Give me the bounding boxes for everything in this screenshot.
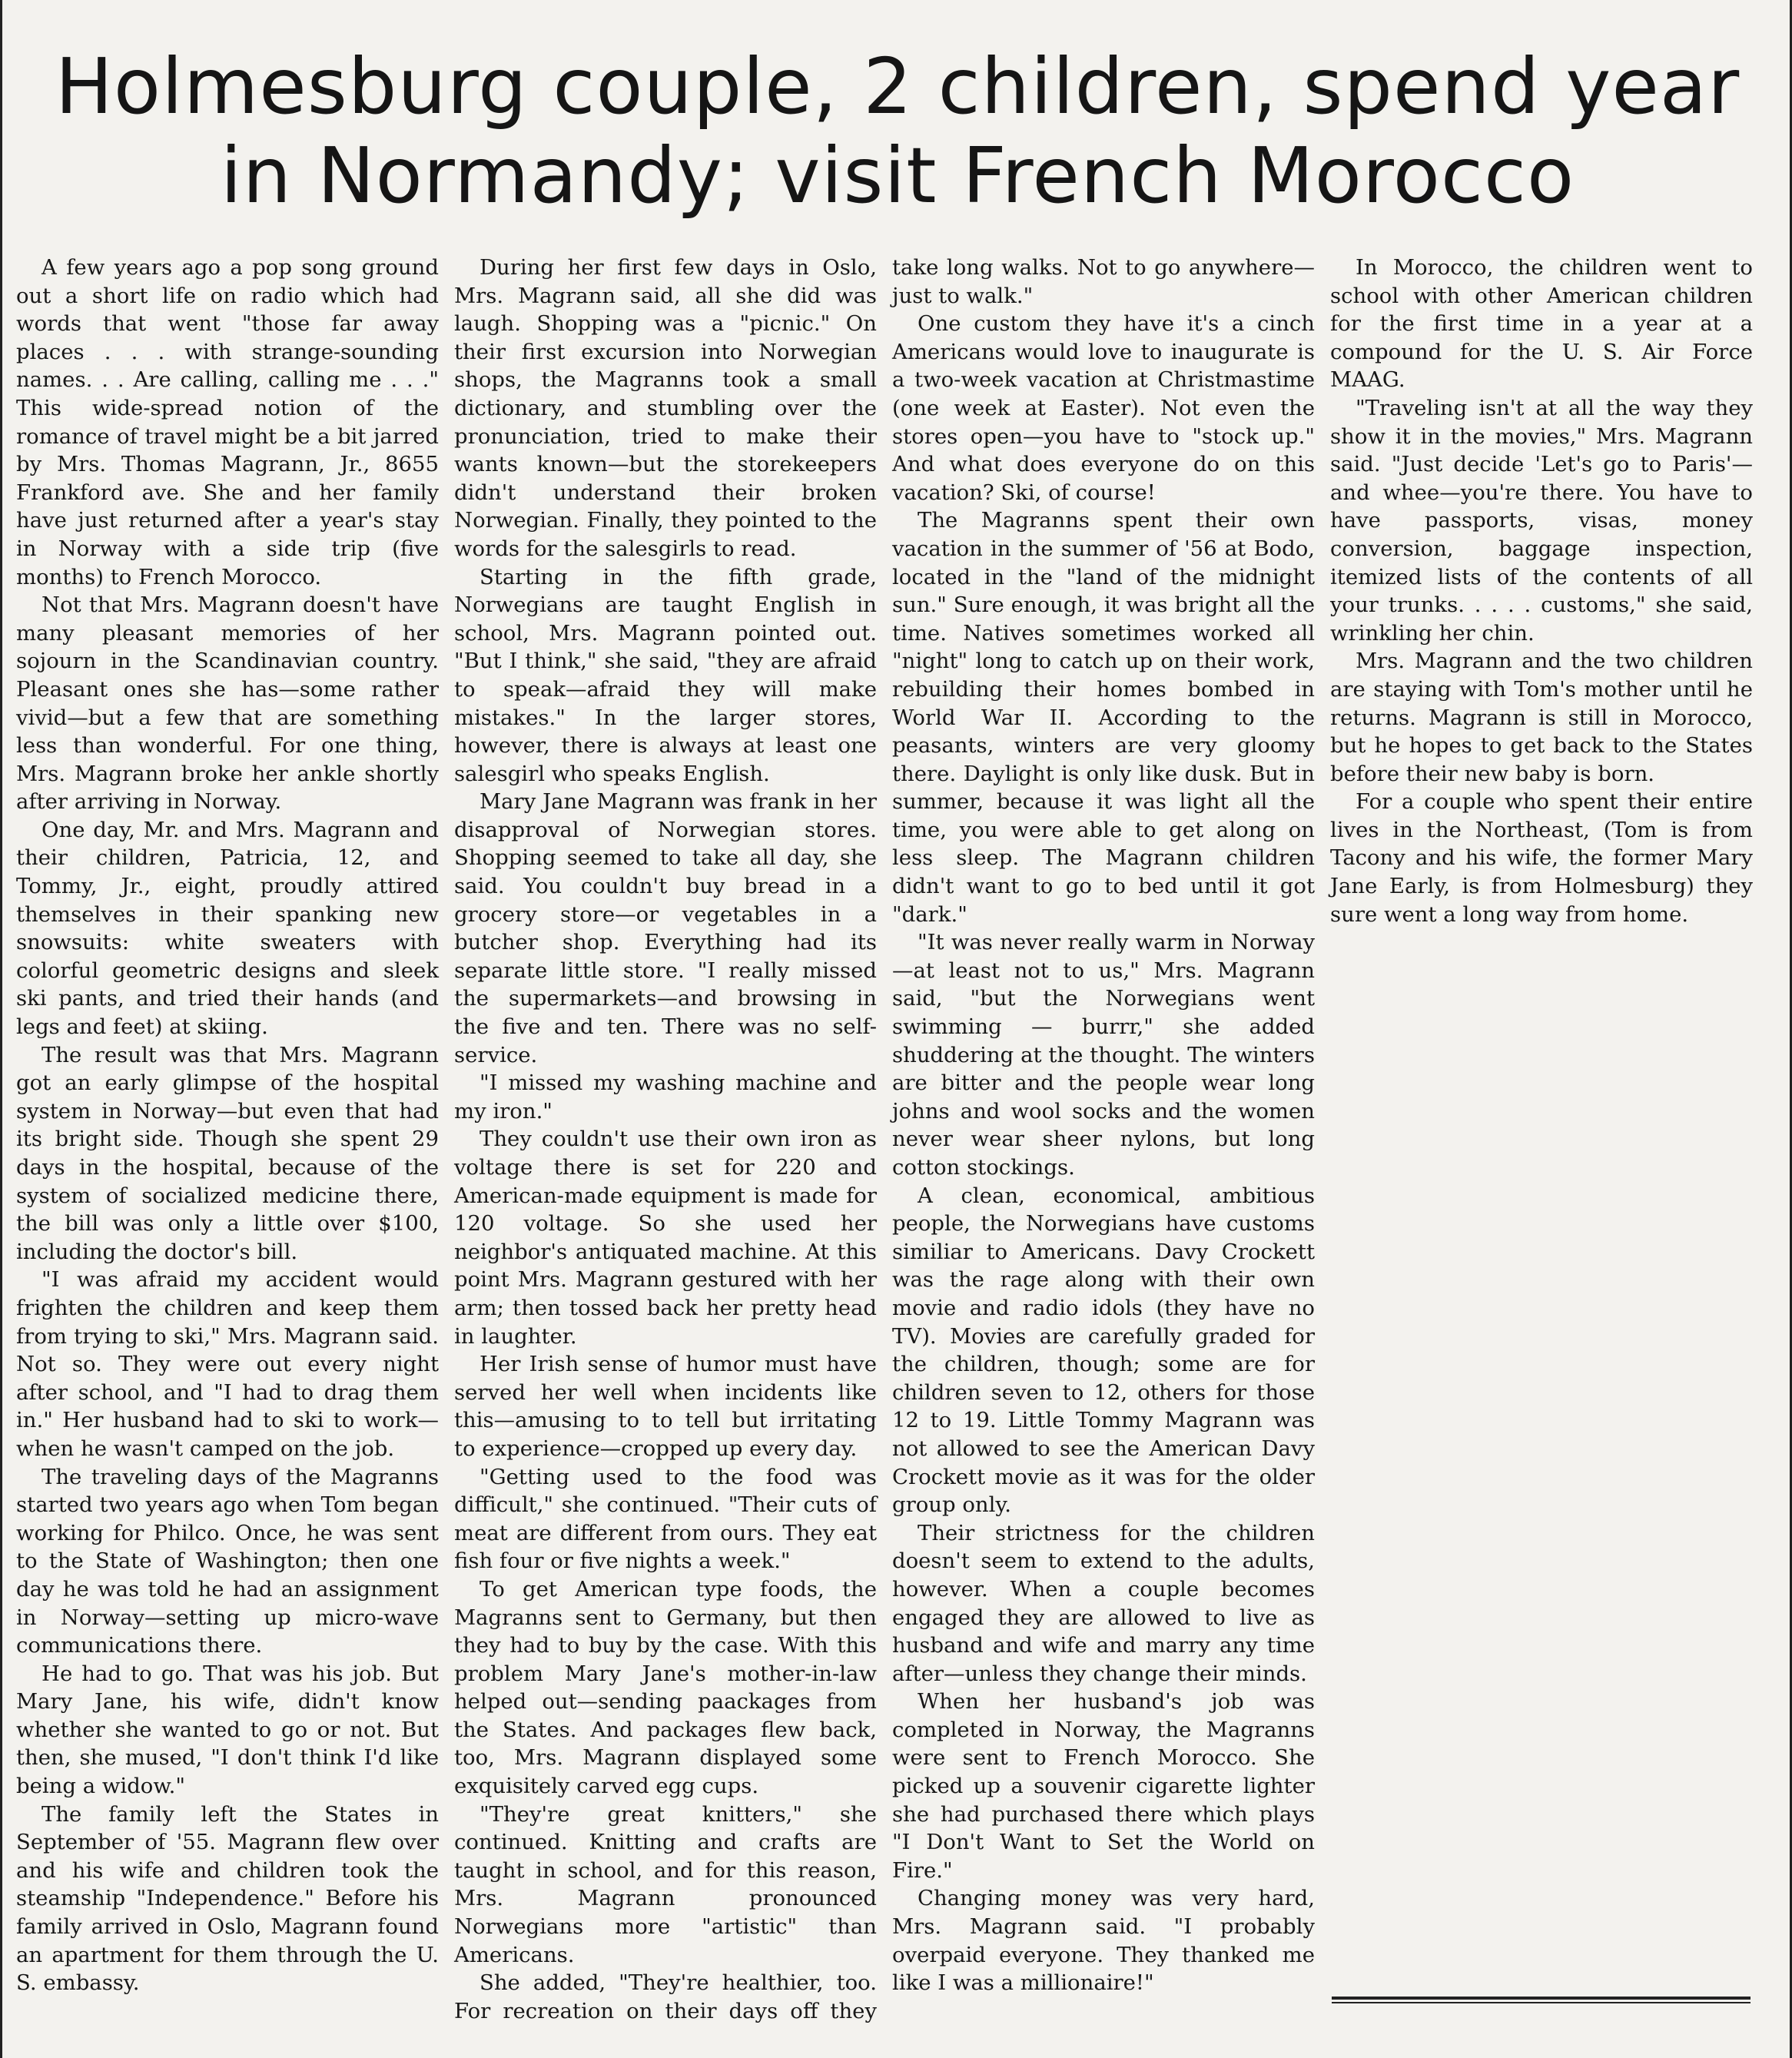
paragraph: The traveling days of the Magranns started two years ago when Tom began working for Philco. Once, he was sent to the State of Washington; then one day he was told he had an assignment in Norway—setting up micro-wave communications there.: [16, 1464, 439, 1658]
paragraph: Her Irish sense of humor must have served her well when incidents like this—amusing to to tell but irritating to experience—cropped up every day.: [454, 1352, 877, 1461]
paragraph: "It was never really warm in Norway—at least not to us," Mrs. Magrann said, "but the Norwegians went swimming — burrr," she added shuddering at the thought. The winters are bitter and the people wear long johns and wool socks and the women never wear sheer nylons, but long cotton stockings.: [892, 930, 1315, 1180]
paragraph: One day, Mr. and Mrs. Magrann and their children, Patricia, 12, and Tommy, Jr., eight, proudly attired themselves in their spanking new snowsuits: white sweaters with colorful geometric designs and sleek ski pants, and tried their hands (and legs and feet) at skiing.: [16, 817, 439, 1040]
paragraph: He had to go. That was his job. But Mary Jane, his wife, didn't know whether she wanted to go or not. But then, she mused, "I don't think I'd like being a widow.": [16, 1661, 439, 1799]
paragraph: For a couple who spent their entire lives in the Northeast, (Tom is from Tacony and his wife, the former Mary Jane Early, is from Holmesburg) they sure went a long way from home.: [1330, 789, 1753, 927]
paragraph: She added, "They're healthier, too. For recreation on their days off they take long walks. Not to go anywhere—just to walk.": [454, 255, 1315, 2023]
paragraph: A few years ago a pop song ground out a short life on radio which had words that went "those far away places . . . with strange-sounding names. . . Are calling, calling me . . ." This wide-spread notion of the romance of travel might be a bit jarred by Mrs. Thomas Magrann, Jr., 8655 Frankford ave. She and her family have just returned after a year's stay in Norway with a side trip (five months) to French Morocco.: [16, 255, 439, 589]
paragraph: The family left the States in September of '55. Magrann flew over and his wife and children took the steamship "Independence." Before his family arrived in Oslo, Magrann found an apartment for them through the U. S. embassy.: [16, 1801, 439, 1996]
paragraph: "Traveling isn't at all the way they show it in the movies," Mrs. Magrann said. "Just decide 'Let's go to Paris'—and whee—you're there. You have to have passports, visas, money conversion, baggage inspection, itemized lists of the contents of all your trunks. . . . . customs," she said, wrinkling her chin.: [1330, 395, 1753, 646]
article-body: [16, 254, 1753, 2033]
paragraph: "I missed my washing machine and my iron.": [454, 1070, 877, 1124]
paragraph: During her first few days in Oslo, Mrs. Magrann said, all she did was laugh. Shopping was a "picnic." On their first excursion into Norwegian shops, the Magranns took a small dictionary, and stumbling over the pronunciation, tried to make their wants known—but the storekeepers didn't understand their broken Norwegian. Finally, they pointed to the words for the salesgirls to read.: [454, 255, 877, 561]
paragraph: The result was that Mrs. Magrann got an early glimpse of the hospital system in Norway—but even that had its bright side. Though she spent 29 days in the hospital, because of the system of socialized medicine there, the bill was only a little over $100, including the doctor's bill.: [16, 1042, 439, 1264]
paragraph: When her husband's job was completed in Norway, the Magranns were sent to French Morocco. She picked up a souvenir cigarette lighter she had purchased there which plays "I Don't Want to Set the World on Fire.": [892, 1689, 1315, 1883]
paragraph: One custom they have it's a cinch Americans would love to inaugurate is a two-week vacation at Christmastime (one week at Easter). Not even the stores open—you have to "stock up." And what does everyone do on this vacation? Ski, of course!: [892, 311, 1315, 505]
end-rule: [1332, 1997, 1751, 2003]
paragraph: Mary Jane Magrann was frank in her disapproval of Norwegian stores. Shopping seemed to take all day, she said. You couldn't buy bread in a grocery store—or vegetables in a butcher shop. Everything had its separate little store. "I really missed the supermarkets—and browsing in the five and ten. There was no self-service.: [454, 789, 877, 1067]
paragraph: A clean, economical, ambitious people, the Norwegians have customs similiar to Americans. Davy Crockett was the rage along with their own movie and radio idols (they have no TV). Movies are carefully graded for the children, though; some are for children seven to 12, others for those 12 to 19. Little Tommy Magrann was not allowed to see the American Davy Crockett movie as it was for the older group only.: [892, 1183, 1315, 1518]
paragraph: Mrs. Magrann and the two children are staying with Tom's mother until he returns. Magrann is still in Morocco, but he hopes to get back to the States before their new baby is born.: [1330, 649, 1753, 786]
paragraph: Their strictness for the children doesn't seem to extend to the adults, however. When a couple becomes engaged they are allowed to live as husband and wife and marry any time after—unless they change their minds.: [892, 1520, 1315, 1686]
paragraph: "Getting used to the food was difficult," she continued. "Their cuts of meat are different from ours. They eat fish four or five nights a week.": [454, 1464, 877, 1574]
paragraph: The Magranns spent their own vacation in the summer of '56 at Bodo, located in the "land of the midnight sun." Sure enough, it was bright all the time. Natives sometimes worked all "night" long to catch up on their work, rebuilding their homes bombed in World War II. According to the peasants, winters are very gloomy there. Daylight is only like dusk. But in summer, because it was light all the time, you were able to get along on less sleep. The Magrann children didn't want to go to bed until it got "dark.": [892, 508, 1315, 927]
paragraph: To get American type foods, the Magranns sent to Germany, but then they had to buy by the case. With this problem Mary Jane's mother-in-law helped out—sending paackages from the States. And packages flew back, too, Mrs. Magrann displayed some exquisitely carved egg cups.: [454, 1576, 877, 1799]
paragraph: "They're great knitters," she continued. Knitting and crafts are taught in school, and for this reason, Mrs. Magrann pronounced Norwegians more "artistic" than Americans.: [454, 1801, 877, 1967]
paragraph: "I was afraid my accident would frighten the children and keep them from trying to ski," Mrs. Magrann said. Not so. They were out every night after school, and "I had to drag them in." Her husband had to ski to work—when he wasn't camped on the job.: [16, 1267, 439, 1461]
paragraph: They couldn't use their own iron as voltage there is set for 220 and American-made equipment is made for 120 voltage. So she used her neighbor's antiquated machine. At this point Mrs. Magrann gestured with her arm; then tossed back her pretty head in laughter.: [454, 1127, 877, 1349]
paragraph: In Morocco, the children went to school with other American children for the first time in a year at a compound for the U. S. Air Force MAAG.: [1330, 255, 1753, 393]
paragraph: Not that Mrs. Magrann doesn't have many pleasant memories of her sojourn in the Scandinavian country. Pleasant ones she has—some rather vivid—but a few that are something less than wonderful. For one thing, Mrs. Magrann broke her ankle shortly after arriving in Norway.: [16, 593, 439, 815]
paragraph: Changing money was very hard, Mrs. Magrann said. "I probably overpaid everyone. They thanked me like I was a millionaire!": [892, 1886, 1315, 1996]
paragraph: Starting in the fifth grade, Norwegians are taught English in school, Mrs. Magrann pointed out. "But I think," she said, "they are afraid to speak—afraid they will make mistakes." In the larger stores, however, there is always at least one salesgirl who speaks English.: [454, 564, 877, 786]
headline: Holmesburg couple, 2 children, spend year in Normandy; visit French Morocco: [55, 41, 1741, 221]
